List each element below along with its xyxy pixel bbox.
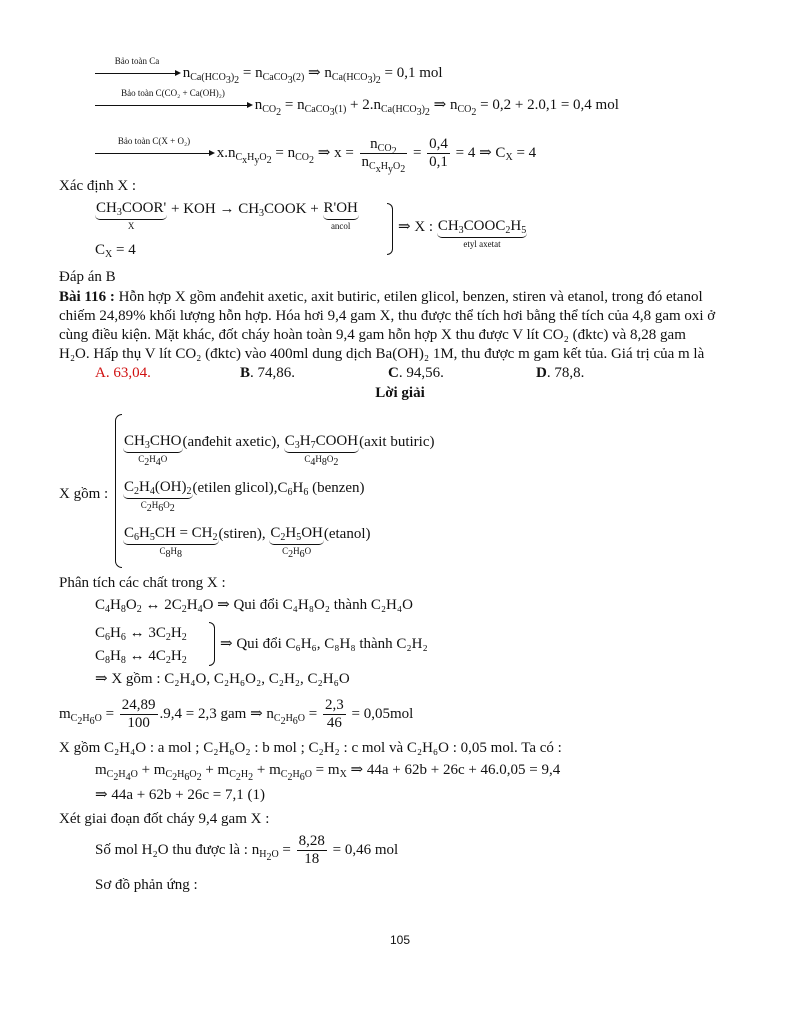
determine-x-label: Xác định X : [59, 178, 137, 194]
conversion-line-2b: $C_8H_8$ ↔ $4C_2H_2$ [95, 648, 187, 666]
mass-sum-equation: $m_{C_2H_4O} + m_{C_2H_6O_2} + m_{C_2H_2} + m_{C_2H_6O} = m_X$ ⇒ 44a + 62b + 26c + 46.0,05 = 9,4 [95, 762, 561, 783]
conservation-arrow: Bảo toàn C(X + O₂) [95, 134, 213, 174]
ethyl-acetate-underbrace: $CH_3COOC_2H_5$ etyl axetat [437, 218, 527, 249]
compounds-row-3: $C_6H_5CH = CH_2$ $C_8H_8$ (stiren), $C_2H_5OH$ $C_2H_6O$ (etanol) [124, 525, 371, 560]
conversion-result: ⇒ Qui đổi C₆H₆, C₈H₈ thành C₂H₂ [220, 636, 428, 652]
water-moles-equation: Số mol H₂O thu được là : $n_{H_2O}$ = $\frac{8,28}{18}$ = 0,46 mol [95, 833, 399, 868]
problem-line-2: chiếm 24,89% khối lượng hỗn hợp. Hóa hơi 9,4 gam X, thu được thể tích hơi bằng thể tích của 4,8 gam oxi ở [59, 308, 716, 324]
right-brace [387, 203, 393, 255]
x-composition-label: X gồm : [59, 486, 109, 502]
problem-line-4: H₂O. Hấp thụ V lít CO₂ (đktc) vào 400ml dung dịch Ba(OH)₂ 1M, thu được m gam kết tủa. Giá trị của m là [59, 346, 705, 362]
equation-carbon-number: Bảo toàn C(X + O₂) $x.n_{C_xH_yO_2} = n_{CO_2}$ ⇒ x = $\frac{n_{CO_2}}{n_{C_xH_yO_2}}$ = $\frac{0,4}{0,1}$ = 4 ⇒ $C_X = 4$ [95, 133, 536, 173]
conversion-line-2a: $C_6H_6$ ↔ $3C_2H_2$ [95, 625, 187, 643]
solution-heading: Lời giải [375, 385, 425, 401]
equation-one: ⇒ 44a + 62b + 26c = 7,1 (1) [95, 787, 266, 803]
option-d[interactable]: D. 78,8. [536, 365, 585, 381]
conservation-arrow: Bảo toàn Ca [95, 65, 179, 83]
page-number: 105 [389, 933, 411, 947]
left-brace [115, 414, 122, 568]
option-a[interactable]: A. 63,04. [95, 365, 151, 381]
composition-line: X gồm C₂H₄O : a mol ; C₂H₆O₂ : b mol ; C₂H₂ : c mol và C₂H₆O : 0,05 mol. Ta có : [59, 740, 562, 756]
option-c[interactable]: C. 94,56. [388, 365, 444, 381]
reaction-scheme-label: Sơ đồ phản ứng : [95, 877, 198, 893]
conservation-arrow: Bảo toàn C(CO₂ + Ca(OH)₂) [95, 97, 251, 115]
ester-reaction: $CH_3COOR'$ X + KOH → $CH_3COOK$ + R'OH ancol [96, 200, 358, 231]
compounds-row-2: $C_2H_4(OH)_2$ $C_2H_6O_2$ (etilen $glicol),C_6H_6$ (benzen) [124, 479, 365, 514]
conversion-line-1: $C_4H_8O_2$ ↔ $2C_2H_4O$ ⇒ Qui đổi C₄H₈O₂ thành C₂H₄O [95, 597, 413, 615]
alcohol-underbrace: R'OH ancol [323, 200, 358, 231]
problem-line-1: Bài 116 : Hỗn hợp X gồm anđehit axetic, axit butiric, etilen glicol, benzen, stiren và etanol, trong đó etanol [59, 289, 703, 305]
ester-result: ⇒ X : $CH_3COOC_2H_5$ etyl axetat [398, 218, 527, 249]
equation-ca-conservation: Bảo toàn Ca $n_{Ca(HCO_3)_2} = n_{CaCO_3(2)}$ ⇒ $n_{Ca(HCO_3)_2} = 0,1$ mol [95, 64, 443, 83]
x-composition-converted: ⇒ X gồm : C₂H₄O, C₂H₆O₂, C₂H₂, C₂H₆O [95, 671, 350, 687]
ethanol-mass-equation: $m_{C_2H_6O}$ = $\frac{24,89}{100}$ .9,4 = 2,3 gam ⇒ $n_{C_2H_6O}$ = $\frac{2,3}{46}$ = 0,05mol [59, 697, 414, 732]
right-brace [209, 622, 215, 666]
equation-c-conservation: Bảo toàn C(CO₂ + Ca(OH)₂) $n_{CO_2} = n_{CaCO_3(1)} + 2.n_{Ca(HCO_3)_2}$ ⇒ $n_{CO_2} = 0,2 + 2.0,1 = 0,4$ mol [95, 96, 619, 115]
cx-line: $C_X = 4$ [95, 242, 136, 260]
analysis-heading: Phân tích các chất trong X : [59, 575, 226, 591]
previous-answer: Đáp án B [59, 269, 116, 285]
ester-underbrace: $CH_3COOR'$ X [96, 200, 167, 231]
combustion-heading: Xét giai đoạn đốt cháy 9,4 gam X : [59, 811, 270, 827]
fraction: $\frac{0,4}{0,1}$ [429, 136, 448, 171]
option-b[interactable]: B. 74,86. [240, 365, 296, 381]
problem-line-3: cùng điều kiện. Mặt khác, đốt cháy hoàn toàn 9,4 gam hỗn hợp X thu được V lít CO₂ (đktc) và 8,28 gam [59, 327, 686, 343]
fraction: $\frac{n_{CO_2}}{n_{C_xH_yO_2}}$ [361, 136, 406, 176]
compounds-row-1: $CH_3CHO$ $C_2H_4O$ (anđehit axetic), $C_3H_7COOH$ $C_4H_8O_2$ (axit butiric) [124, 433, 435, 468]
